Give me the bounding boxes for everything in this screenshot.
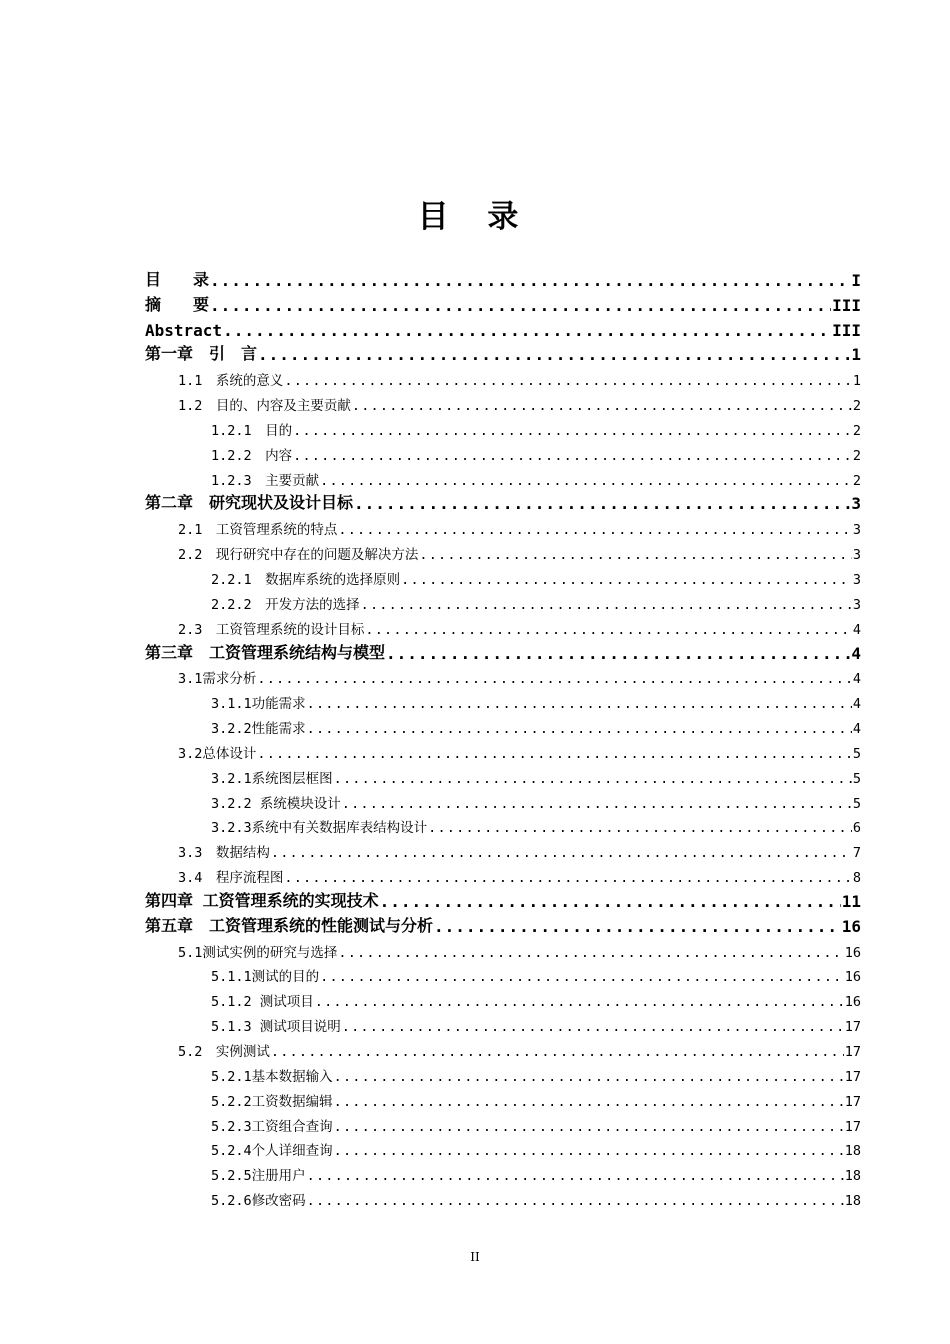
- toc-entry-title: 3.2.2 系统模块设计: [211, 795, 341, 812]
- toc-entry-title: 第一章 引 言: [145, 344, 258, 364]
- toc-entry-title: 5.1.1测试的目的: [211, 969, 320, 986]
- toc-entry-title: 5.1.2 测试项目: [211, 994, 314, 1011]
- toc-entry-page: 2: [852, 398, 861, 415]
- toc-leader-dots: [428, 820, 852, 836]
- toc-entry-title: 3.2.2性能需求: [211, 721, 306, 738]
- toc-entry-page: 18: [844, 1193, 861, 1210]
- toc-entry-page: 18: [844, 1168, 861, 1185]
- toc-entry[interactable]: [145, 1060, 861, 1085]
- toc-entry-title: 2.2.1 数据库系统的选择原则: [211, 571, 401, 588]
- toc-leader-dots: [257, 746, 851, 762]
- toc-leader-dots: [320, 473, 852, 489]
- toc-entry[interactable]: [145, 787, 861, 812]
- toc-entry[interactable]: [145, 513, 861, 538]
- toc-entry-page: 17: [844, 1068, 861, 1085]
- toc-entry[interactable]: [145, 1184, 861, 1209]
- toc-entry-title: 5.2.2工资数据编辑: [211, 1093, 333, 1110]
- toc-entry-page: 7: [852, 845, 861, 862]
- toc-entry[interactable]: [145, 1035, 861, 1060]
- toc-entry-page: 16: [844, 969, 861, 986]
- toc-leader-dots: [334, 1094, 844, 1110]
- toc-entry-title: 第四章 工资管理系统的实现技术: [145, 890, 379, 910]
- toc-leader-dots: [354, 494, 850, 513]
- toc-entry-title: 5.2 实例测试: [178, 1044, 270, 1060]
- toc-leader-dots: [223, 321, 831, 340]
- toc-entry-page: 2: [852, 472, 861, 489]
- toc-entry-page: 2: [852, 447, 861, 464]
- toc-entry-page: 5: [852, 745, 861, 762]
- toc-entry-title: 2.1 工资管理系统的特点: [178, 522, 338, 539]
- toc-entry-page: 3: [851, 494, 861, 514]
- toc-entry-page: 1: [851, 345, 861, 365]
- toc-entry[interactable]: [145, 340, 861, 365]
- toc-leader-dots: [338, 945, 843, 961]
- toc-entry-page: 16: [844, 944, 861, 961]
- toc-entry[interactable]: [145, 290, 861, 315]
- page-number: II: [470, 1250, 480, 1264]
- toc-entry[interactable]: [145, 439, 861, 464]
- toc-entry[interactable]: [145, 638, 861, 663]
- toc-leader-dots: [210, 271, 850, 290]
- toc-entry[interactable]: [145, 961, 861, 986]
- toc-entry-page: III: [832, 295, 861, 315]
- toc-entry-title: 2.3 工资管理系统的设计目标: [178, 621, 365, 638]
- toc-entry-title: 2.2 现行研究中存在的问题及解决方法: [178, 547, 419, 564]
- toc-entry-page: I: [851, 270, 861, 290]
- toc-entry-title: 5.2.1基本数据输入: [211, 1068, 333, 1085]
- toc-entry-page: 4: [852, 696, 861, 713]
- toc-entry[interactable]: [145, 936, 861, 961]
- toc-entry[interactable]: [145, 1135, 861, 1160]
- toc-entry-page: 16: [844, 994, 861, 1011]
- toc-leader-dots: [293, 423, 852, 439]
- toc-entry[interactable]: [145, 712, 861, 737]
- toc-entry-page: 3: [852, 547, 861, 564]
- toc-leader-dots: [284, 870, 851, 886]
- toc-entry[interactable]: [145, 414, 861, 439]
- toc-entry-page: 16: [841, 916, 861, 936]
- toc-entry-title: 2.2.2 开发方法的选择: [211, 596, 360, 613]
- toc-entry-page: 5: [852, 770, 861, 787]
- toc-entry[interactable]: [145, 985, 861, 1010]
- toc-leader-dots: [320, 969, 844, 985]
- toc-leader-dots: [334, 1069, 844, 1085]
- toc-entry[interactable]: [145, 861, 861, 886]
- toc-entry-page: 17: [844, 1118, 861, 1135]
- toc-leader-dots: [334, 1119, 844, 1135]
- toc-entry-title: 摘 要: [145, 294, 210, 314]
- toc-entry-page: 2: [852, 422, 861, 439]
- toc-entry-page: 3: [852, 596, 861, 613]
- toc-entry-title: 3.2.3系统中有关数据库表结构设计: [211, 820, 428, 837]
- toc-leader-dots: [271, 1044, 844, 1060]
- toc-entry-title: Abstract: [145, 320, 223, 340]
- toc-entry[interactable]: [145, 489, 861, 514]
- toc-entry-title: 5.2.6修改密码: [211, 1193, 306, 1210]
- toc-entry-title: 3.2总体设计: [178, 745, 257, 762]
- toc-leader-dots: [419, 547, 851, 563]
- toc-entry-page: 4: [852, 721, 861, 738]
- toc-entry-page: III: [832, 320, 861, 340]
- toc-leader-dots: [434, 917, 841, 936]
- toc-entry-page: 5: [852, 795, 861, 812]
- toc-leader-dots: [361, 597, 852, 613]
- toc-entry[interactable]: [145, 1085, 861, 1110]
- toc-entry-title: 3.1.1功能需求: [211, 696, 306, 713]
- toc-entry-title: 5.1测试实例的研究与选择: [178, 944, 338, 961]
- toc-leader-dots: [258, 345, 850, 364]
- toc-entry-page: 17: [844, 1093, 861, 1110]
- toc-entry-title: 第五章 工资管理系统的性能测试与分析: [145, 915, 434, 935]
- toc-leader-dots: [334, 1143, 844, 1159]
- toc-entry[interactable]: [145, 315, 861, 340]
- toc-entry[interactable]: [145, 663, 861, 688]
- toc-entry-page: 4: [851, 643, 861, 663]
- toc-entry[interactable]: [145, 563, 861, 588]
- toc-entry-title: 5.2.3工资组合查询: [211, 1118, 333, 1135]
- toc-entry-page: 17: [844, 1019, 861, 1036]
- toc-entry-title: 1.2.1 目的: [211, 422, 293, 439]
- toc-entry-page: 4: [852, 621, 861, 638]
- toc-entry[interactable]: [145, 1110, 861, 1135]
- toc-entry-title: 第二章 研究现状及设计目标: [145, 493, 354, 513]
- toc-entry-title: 3.4 程序流程图: [178, 870, 284, 887]
- toc-entry-page: 8: [852, 870, 861, 887]
- toc-entry[interactable]: [145, 588, 861, 613]
- toc-leader-dots: [401, 572, 852, 588]
- toc-leader-dots: [307, 721, 852, 737]
- toc-entry-title: 第三章 工资管理系统结构与模型: [145, 642, 386, 662]
- toc-entry-title: 1.2.2 内容: [211, 447, 293, 464]
- toc-entry[interactable]: [145, 1010, 861, 1035]
- toc-leader-dots: [307, 1193, 844, 1209]
- toc-entry[interactable]: [145, 911, 861, 936]
- page-title: 目 录: [417, 199, 533, 235]
- toc-leader-dots: [342, 1019, 844, 1035]
- toc-entry-title: 3.2.1系统图层框图: [211, 770, 333, 787]
- toc-entry-title: 目 录: [145, 269, 210, 289]
- toc-entry-page: 11: [841, 891, 861, 911]
- toc-entry[interactable]: [145, 364, 861, 389]
- toc-leader-dots: [257, 671, 851, 687]
- toc-entry[interactable]: [145, 464, 861, 489]
- toc-leader-dots: [307, 1168, 844, 1184]
- toc-entry-page: 18: [844, 1143, 861, 1160]
- toc-entry[interactable]: [145, 836, 861, 861]
- toc-entry-page: 6: [852, 820, 861, 837]
- toc-entry[interactable]: [145, 265, 861, 290]
- toc-entry-page: 3: [852, 522, 861, 539]
- toc-entry-page: 4: [852, 671, 861, 688]
- toc-entry-title: 5.2.5注册用户: [211, 1168, 306, 1185]
- toc-leader-dots: [315, 994, 844, 1010]
- table-of-contents: [145, 265, 861, 1209]
- toc-entry[interactable]: [145, 538, 861, 563]
- toc-entry-page: 1: [852, 373, 861, 390]
- toc-entry-title: 3.1需求分析: [178, 671, 257, 688]
- toc-entry[interactable]: [145, 762, 861, 787]
- toc-entry[interactable]: [145, 389, 861, 414]
- toc-entry[interactable]: [145, 737, 861, 762]
- toc-leader-dots: [271, 845, 852, 861]
- toc-leader-dots: [210, 296, 831, 315]
- toc-entry-page: 3: [852, 571, 861, 588]
- toc-entry-title: 1.2.3 主要贡献: [211, 472, 320, 489]
- toc-leader-dots: [338, 522, 851, 538]
- toc-entry-title: 5.2.4个人详细查询: [211, 1143, 333, 1160]
- toc-entry-page: 17: [844, 1044, 861, 1060]
- toc-leader-dots: [352, 398, 852, 414]
- toc-leader-dots: [386, 644, 850, 663]
- toc-leader-dots: [380, 892, 841, 911]
- toc-entry[interactable]: [145, 812, 861, 837]
- toc-entry[interactable]: [145, 886, 861, 911]
- toc-entry[interactable]: [145, 687, 861, 712]
- toc-leader-dots: [342, 796, 852, 812]
- toc-leader-dots: [365, 622, 851, 638]
- toc-entry[interactable]: [145, 1159, 861, 1184]
- toc-leader-dots: [293, 448, 852, 464]
- toc-entry[interactable]: [145, 613, 861, 638]
- toc-entry-title: 3.3 数据结构: [178, 845, 270, 862]
- toc-leader-dots: [334, 771, 852, 787]
- toc-entry-title: 5.1.3 测试项目说明: [211, 1019, 341, 1036]
- toc-entry-title: 1.1 系统的意义: [178, 373, 284, 390]
- toc-leader-dots: [307, 696, 852, 712]
- toc-leader-dots: [284, 373, 851, 389]
- toc-entry-title: 1.2 目的、内容及主要贡献: [178, 398, 351, 415]
